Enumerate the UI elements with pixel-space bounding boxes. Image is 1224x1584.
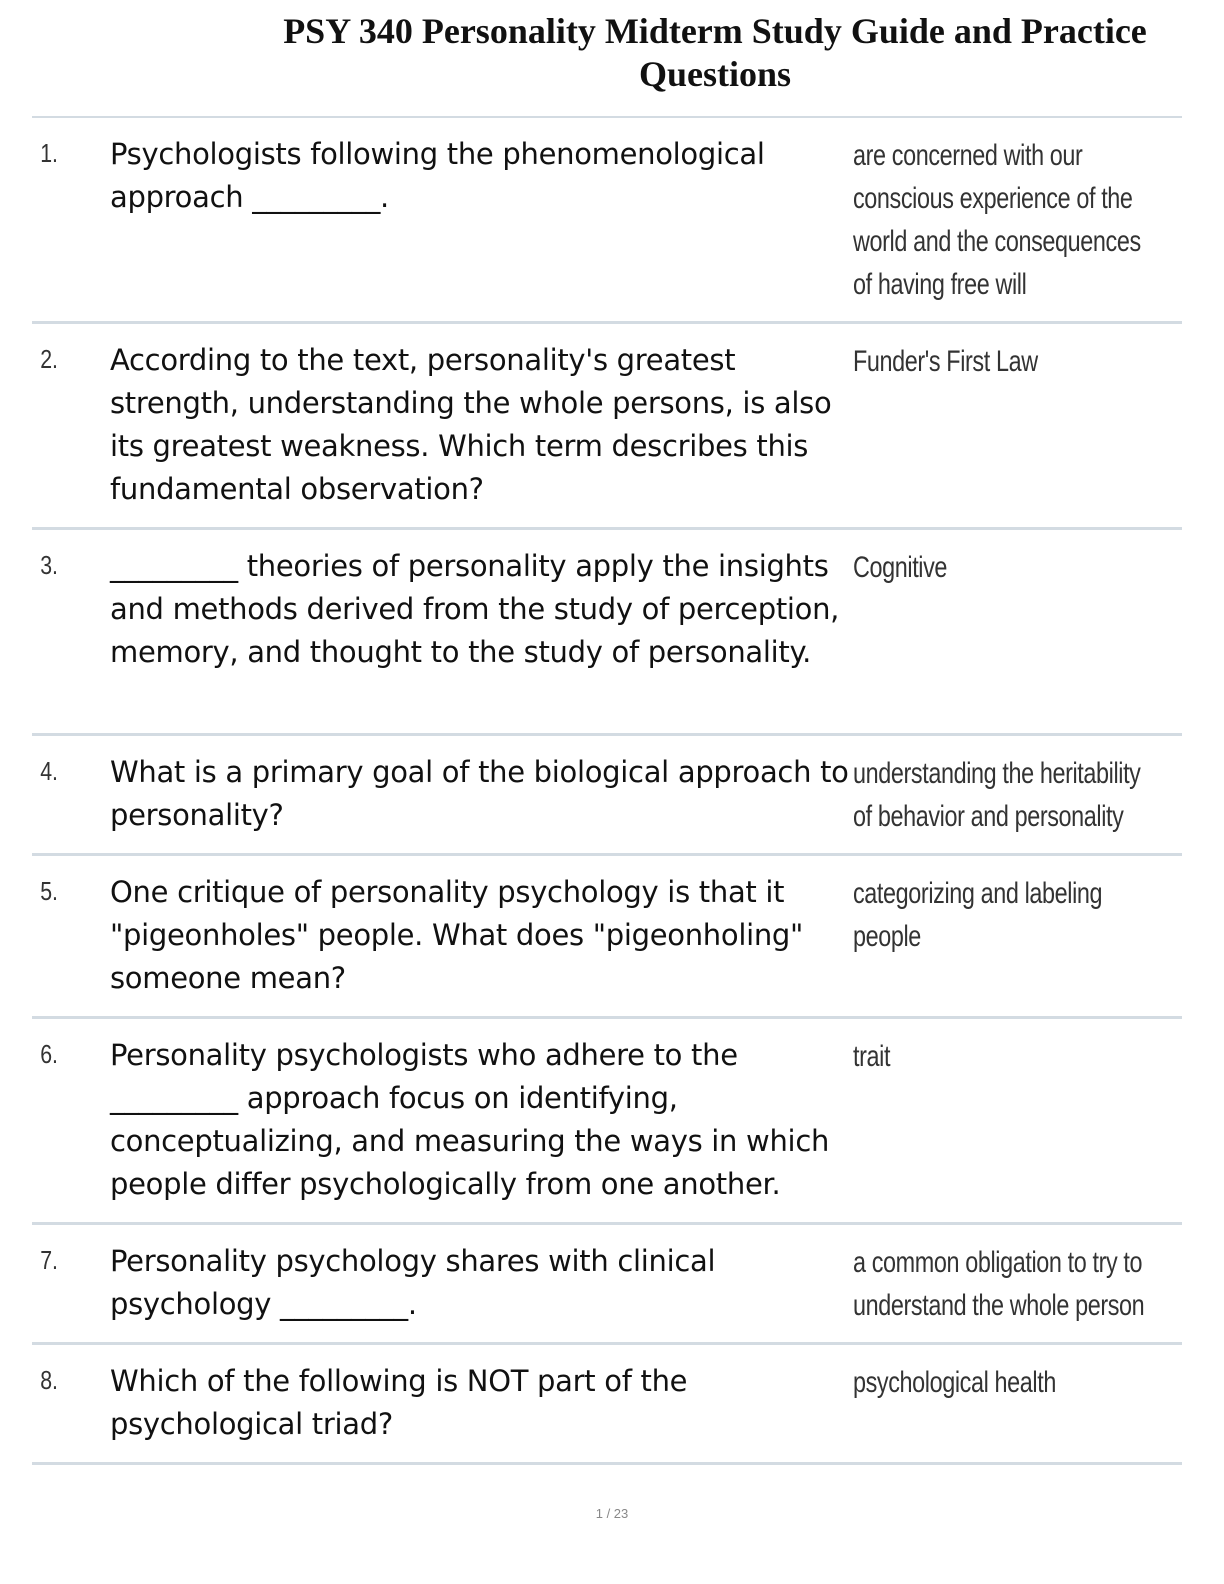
question-text: Personality psychology shares with clinical psychology _________. — [110, 1244, 716, 1321]
question-number: 5. — [40, 876, 58, 906]
answer-cell — [850, 118, 1182, 321]
answer-text: a common obligation to try to understand the whole person — [853, 1246, 1145, 1322]
answer-cell — [850, 324, 1182, 527]
answer-cell — [850, 530, 1182, 733]
question-number: 2. — [40, 344, 58, 374]
question-number: 3. — [40, 550, 58, 580]
answer-text: categorizing and labeling people — [853, 877, 1103, 953]
answer-cell — [850, 1019, 1182, 1222]
question-number: 6. — [40, 1039, 58, 1069]
answer-text: Funder's First Law — [853, 345, 1038, 378]
question-text: One critique of personality psychology is that it "pigeonholes" people. What does "pigeonholing" someone mean? — [110, 875, 804, 995]
question-list — [32, 116, 1182, 1465]
question-row — [32, 736, 1182, 856]
question-row — [32, 1345, 1182, 1465]
question-text: _________ theories of personality apply the insights and methods derived from the study of perception, memory, and thought to the study of personality. — [110, 549, 840, 669]
question-number: 4. — [40, 756, 58, 786]
answer-cell — [850, 1225, 1182, 1342]
answer-text: trait — [853, 1040, 891, 1073]
answer-cell — [850, 856, 1182, 1016]
question-row — [32, 530, 1182, 736]
question-row — [32, 1019, 1182, 1225]
answer-cell — [850, 736, 1182, 853]
question-row — [32, 118, 1182, 324]
answer-text: are concerned with our conscious experience of the world and the consequences of having free will — [853, 139, 1141, 301]
question-number: 1. — [40, 138, 58, 168]
question-text: Which of the following is NOT part of the psychological triad? — [110, 1364, 688, 1441]
question-text: According to the text, personality's greatest strength, understanding the whole persons, is also its greatest weakness. Which term describes this fundamental observation? — [110, 343, 832, 506]
question-row — [32, 324, 1182, 530]
question-text: What is a primary goal of the biological approach to personality? — [110, 755, 849, 832]
question-number: 8. — [40, 1365, 58, 1395]
answer-cell — [850, 1345, 1182, 1462]
question-text: Psychologists following the phenomenological approach _________. — [110, 137, 765, 214]
question-row — [32, 1225, 1182, 1345]
document-title: PSY 340 Personality Midterm Study Guide and Practice Questions — [283, 11, 1147, 94]
question-number: 7. — [40, 1245, 58, 1275]
answer-text: Cognitive — [853, 551, 948, 584]
question-row — [32, 856, 1182, 1019]
answer-text: understanding the heritability of behavior and personality — [853, 757, 1141, 833]
page-indicator: 1 / 23 — [595, 1506, 629, 1521]
question-text: Personality psychologists who adhere to the _________ approach focus on identifying, conceptualizing, and measuring the ways in which people differ psychologically from one another. — [110, 1038, 830, 1201]
answer-text: psychological health — [853, 1366, 1056, 1399]
